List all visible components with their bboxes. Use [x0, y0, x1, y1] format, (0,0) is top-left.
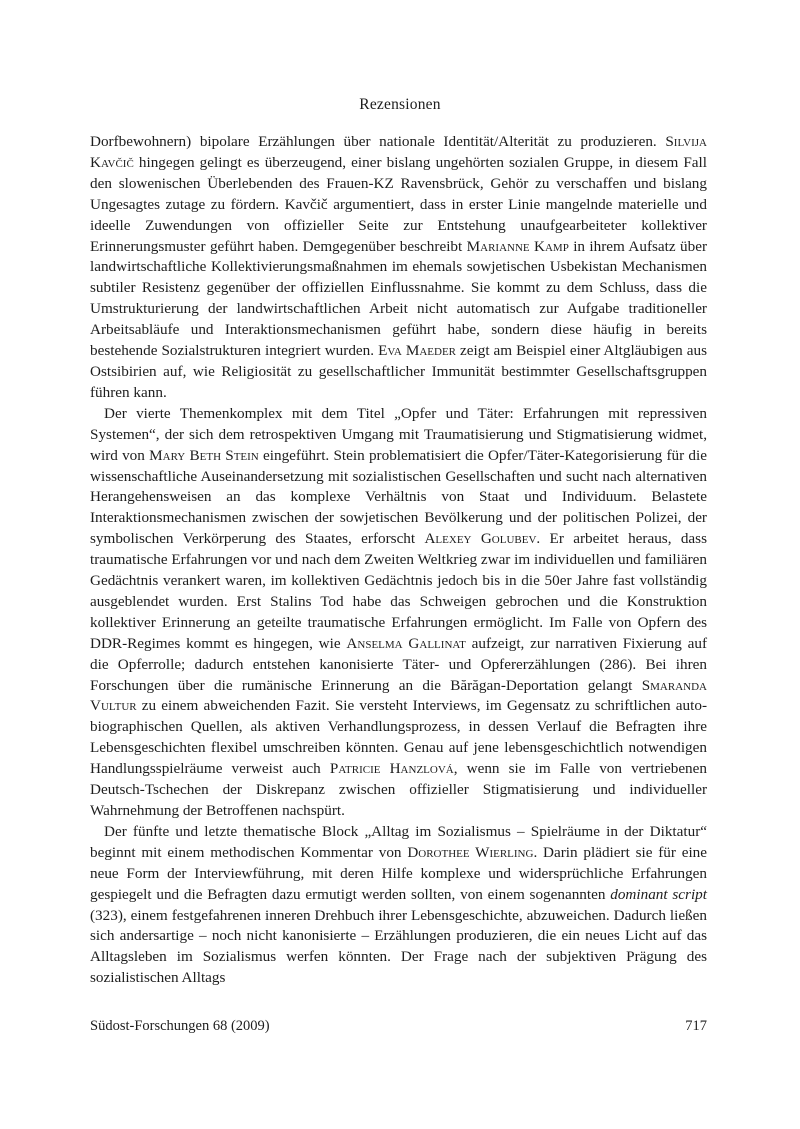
- author-name: Eva Maeder: [378, 342, 457, 360]
- author-name: Alexey Golubev: [424, 530, 537, 548]
- page-number: 717: [685, 1018, 707, 1034]
- text-run: (323), einem festgefahrenen inneren Drehbuch ihrer Lebensgeschichte, abzuweichen. Dadurch ließen sich andersartige – noch nicht kanonisierte – Erzählungen produzieren, die ein neues Licht auf das Alltagsleben im Sozialismus werfen könnten. Der Frage nach der subjektiven Prägung des sozialistischen Alltags: [90, 906, 707, 987]
- italic-term: dominant script: [610, 885, 707, 903]
- text-run: , wenn sie im Falle von vertriebenen Deutsch-Tschechen der Diskrepanz zwischen offizieller Stigmatisierung und individueller Wahrnehmung der Betroffenen nachspürt.: [90, 760, 707, 819]
- body-paragraph: [90, 132, 707, 404]
- body-paragraph: [90, 404, 707, 822]
- text-run: . Darin plädiert sie für eine neue Form der Interviewführung, mit deren Hilfe komplexe und widersprüchliche Erfahrungen gespiegelt und die Befragten dazu ermutigt werden sollten, von einem sogenannten: [90, 843, 708, 903]
- text-run: zeigt am Beispiel einer Altgläubigen aus Ostsibirien auf, wie Religiosität zu gesellschaftlicher Immunität bestimmter Gesellschaftsgruppen führen kann.: [90, 342, 707, 401]
- author-name: Dorothee Wierling: [407, 843, 534, 861]
- running-header: Rezensionen: [359, 96, 441, 113]
- author-name: Patricie Hanzlová: [329, 760, 454, 778]
- author-name: Marianne Kamp: [466, 237, 569, 255]
- journal-citation: Südost-Forschungen 68 (2009): [90, 1018, 270, 1034]
- text-run: zu einem abweichenden Fazit. Sie versteht Interviews, im Gegensatz zu schriftlichen autobiographischen Quellen, als aktiven Verhandlungsprozess, in dessen Verlauf die Befragten ihre Lebensgeschichten flexibel umschreiben könnten. Genau auf jene lebensgeschichtlich notwendigen Handlungsspielräume verweist auch: [90, 697, 707, 778]
- review-body-text: [90, 132, 707, 989]
- text-run: eingeführt. Stein problematisiert die Opfer/Täter-Kategorisierung für die wissenschaftliche Auseinandersetzung mit sozialistischen Gesellschaften und sucht nach alternativen Herangehensweisen an das komplexe Verhältnis von Staat und Individuum. Belastete Interaktionsmechanismen zwischen der sowjetischen Bevölkerung und der politischen Polizei, der symbolischen Verkörperung des Staates, erforscht: [90, 446, 707, 548]
- author-name: Mary Beth Stein: [149, 446, 259, 464]
- page-footer: [90, 1018, 707, 1035]
- text-run: aufzeigt, zur narrativen Fixierung auf die Opferrolle; dadurch entstehen kanonisierte Täter- und Opfererzählungen (286). Bei ihren Forschungen über die rumänische Erinnerung an die Bărăgan-Deportation gelangt: [90, 634, 707, 694]
- body-paragraph: [90, 822, 707, 989]
- author-name: Smaranda Vultur: [90, 676, 707, 715]
- text-run: hingegen gelingt es überzeugend, einer bislang ungehörten sozialen Gruppe, in diesem Fall den slowenischen Überlebenden des Frauen-KZ Ravensbrück, Gehör zu verschaffen und bislang Ungesagtes zutage zu fördern. Kavčič argumentiert, dass in erster Linie mangelnde materielle und ideelle Zuwendungen von offizieller Seite zur Entstehung unaufgearbeiteter kollektiver Erinnerungsmuster geführt haben. Demgegenüber beschreibt: [90, 153, 707, 255]
- text-run: . Er arbeitet heraus, dass traumatische Erfahrungen vor und nach dem Zweiten Weltkrieg zwar im individuellen und familiären Gedächtnis verankert waren, im kollektiven Gedächtnis jedoch bis in die 50er Jahre fast vollständig ausgeblendet wurden. Erst Stalins Tod habe das Schweigen gebrochen und die Konstruktion kollektiver Erinnerung an geteilte traumatische Erfahrungen ermöglicht. Im Falle von Opfern des DDR-Regimes kommt es hingegen, wie: [90, 530, 707, 652]
- author-name: Anselma Gallinat: [346, 634, 466, 652]
- author-name: Silvija Kavčič: [90, 133, 707, 171]
- text-run: Dorfbewohnern) bipolare Erzählungen über nationale Identität/Alterität zu produzieren.: [90, 133, 666, 150]
- text-run: in ihrem Aufsatz über landwirtschaftliche Kollektivierungsmaßnahmen im ehemals sowjetischen Usbekistan Mechanismen subtiler Resistenz gegenüber der offiziellen Einflussnahme. Sie kommt zu dem Schluss, dass die Umstrukturierung der landwirtschaftlichen Arbeit nicht automatisch zur Aufgabe traditioneller Arbeitsabläufe und Interaktionsmechanismen geführt habe, sondern diese häufig in bereits bestehende Sozialstrukturen integriert wurden.: [90, 237, 708, 360]
- text-run: Der vierte Themenkomplex mit dem Titel „Opfer und Täter: Erfahrungen mit repressiven Systemen“, der sich dem retrospektiven Umgang mit Traumatisierung und Stigmatisierung widmet, wird von: [90, 404, 707, 464]
- text-run: Der fünfte und letzte thematische Block „Alltag im Sozialismus – Spielräume in der Diktatur“ beginnt mit einem methodischen Kommentar von: [90, 822, 707, 861]
